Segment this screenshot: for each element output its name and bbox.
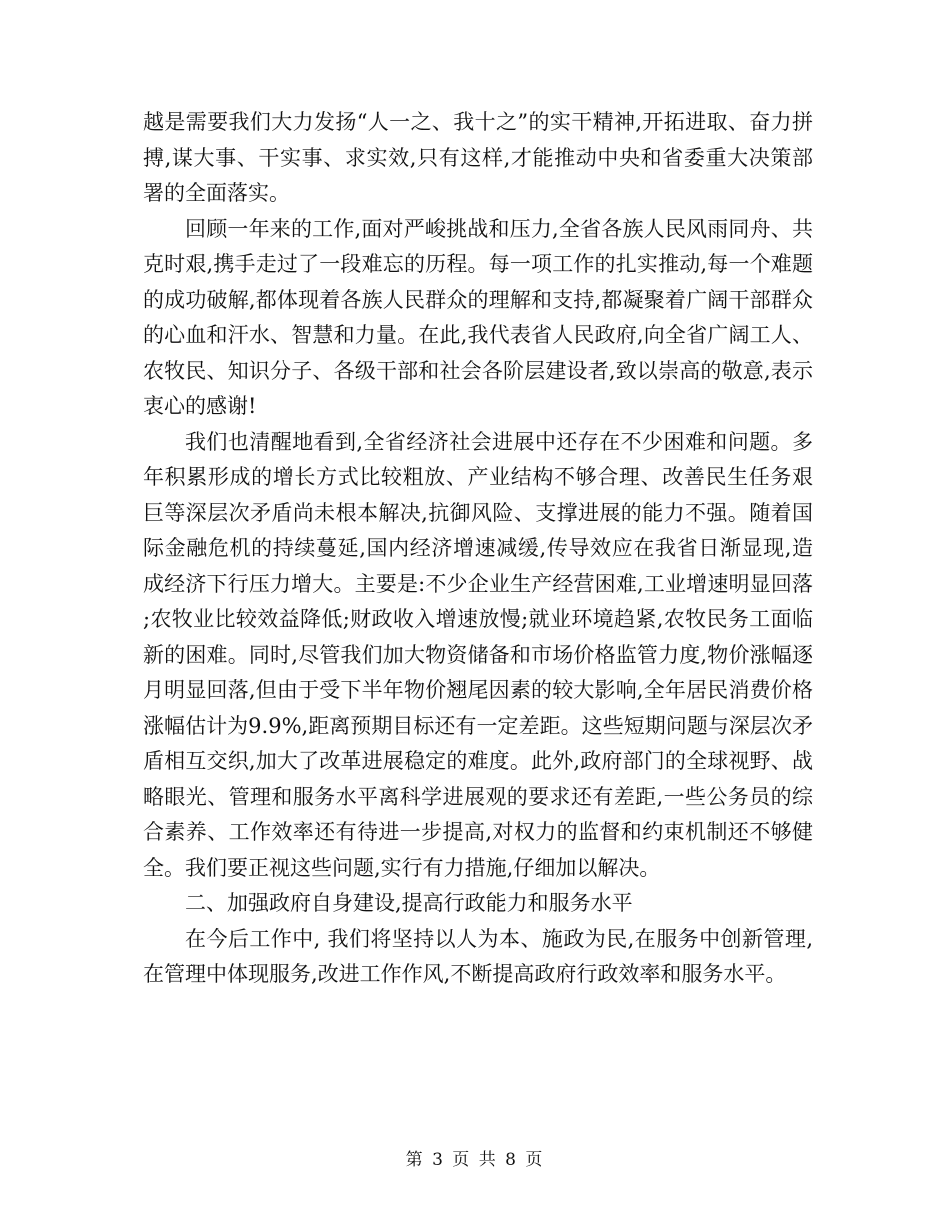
paragraph-2: 回顾一年来的工作,面对严峻挑战和压力,全省各族人民风雨同舟、共克时艰,携手走过了一段难忘的历程。每一项工作的扎实推动,每一个难题的成功破解,都体现着各族人民群众的理解和支持,都凝聚着广阔干部群众的心血和汗水、智慧和力量。在此,我代表省人民政府,向全省广阔工人、农牧民、知识分子、各级干部和社会各阶层建设者,致以崇高的敬意,表示衷心的感谢!	[143, 216, 813, 418]
page-number-footer: 第 3 页 共 8 页	[405, 1150, 545, 1170]
paragraph-1: 越是需要我们大力发扬“人一之、我十之”的实干精神,开拓进取、奋力拼搏,谋大事、干实事、求实效,只有这样,才能推动中央和省委重大决策部署的全面落实。	[143, 110, 813, 205]
paragraph-4: 在今后工作中, 我们将坚持以人为本、施政为民,在服务中创新管理,在管理中体现服务,改进工作作风,不断提高政府行政效率和服务水平。	[143, 926, 813, 986]
document-body	[143, 105, 813, 993]
paragraph-3: 我们也清醒地看到,全省经济社会进展中还存在不少困难和问题。多年积累形成的增长方式比较粗放、产业结构不够合理、改善民生任务艰巨等深层次矛盾尚未根本解决,抗御风险、支撑进展的能力不强。随着国际金融危机的持续蔓延,国内经济增速减缓,传导效应在我省日渐显现,造成经济下行压力增大。主要是:不少企业生产经营困难,工业增速明显回落;农牧业比较效益降低;财政收入增速放慢;就业环境趋紧,农牧民务工面临新的困难。同时,尽管我们加大物资储备和市场价格监管力度,物价涨幅逐月明显回落,但由于受下半年物价翘尾因素的较大影响,全年居民消费价格涨幅估计为9.9%,距离预期目标还有一定差距。这些短期问题与深层次矛盾相互交织,加大了改革进展稳定的难度。此外,政府部门的全球视野、战略眼光、管理和服务水平离科学进展观的要求还有差距,一些公务员的综合素养、工作效率还有待进一步提高,对权力的监督和约束机制还不够健全。我们要正视这些问题,实行有力措施,仔细加以解决。	[143, 429, 813, 880]
section-heading: 二、加强政府自身建设,提高行政能力和服务水平	[185, 891, 633, 915]
